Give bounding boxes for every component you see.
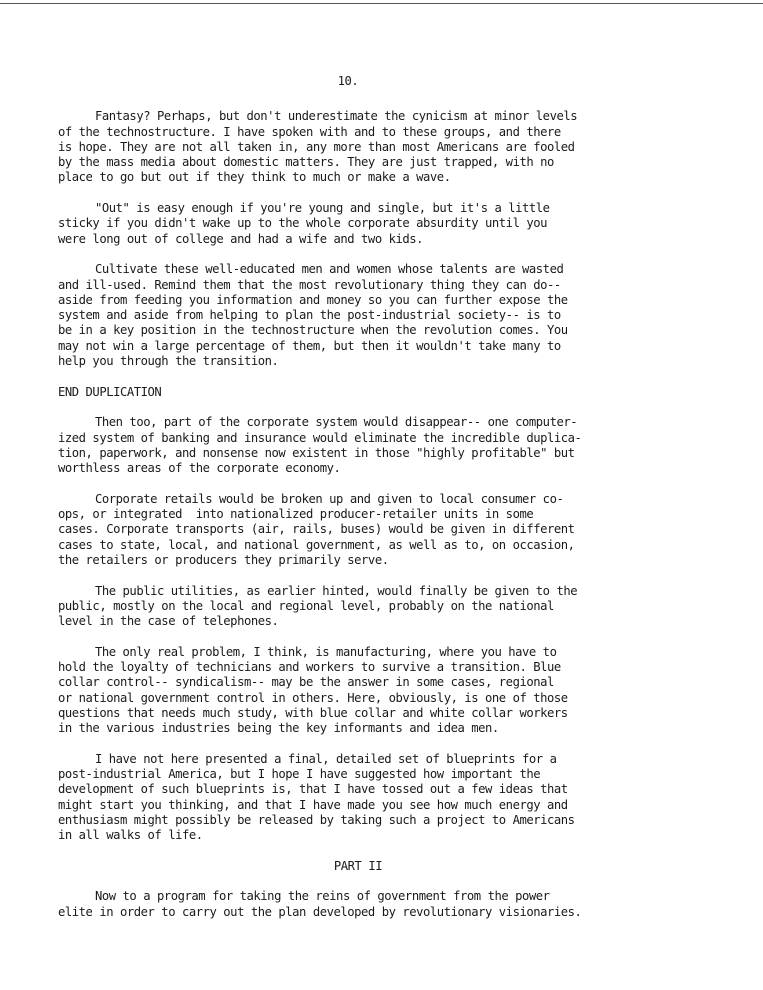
- text-line: ized system of banking and insurance would eliminate the incredible duplica-: [58, 430, 582, 445]
- text-line: Fantasy? Perhaps, but don't underestimate the cynicism at minor levels: [95, 109, 578, 124]
- paragraph-1: [58, 109, 628, 185]
- text-line: is hope. They are not all taken in, any more than most Americans are fooled: [58, 139, 575, 154]
- text-line: Then too, part of the corporate system would disappear-- one computer-: [95, 415, 578, 430]
- text-line: post-industrial America, but I hope I have suggested how important the: [58, 767, 541, 782]
- text-line: place to go but out if they think to much or make a wave.: [58, 170, 451, 185]
- text-line: Now to a program for taking the reins of government from the power: [95, 889, 550, 904]
- text-line: worthless areas of the corporate economy.: [58, 461, 341, 476]
- text-line: level in the case of telephones.: [58, 614, 279, 629]
- paragraph-2: [58, 201, 628, 247]
- paragraph-4: [58, 415, 628, 476]
- text-line: were long out of college and had a wife and two kids.: [58, 231, 424, 246]
- paragraph-8: [58, 752, 628, 844]
- paragraph-9: [58, 889, 628, 920]
- text-line: the retailers or producers they primarily serve.: [58, 552, 389, 567]
- text-line: in the various industries being the key informants and idea men.: [58, 721, 499, 736]
- paragraph-3: [58, 262, 628, 369]
- text-line: public, mostly on the local and regional level, probably on the national: [58, 598, 554, 613]
- text-line: tion, paperwork, and nonsense now existent in those "highly profitable" but: [58, 445, 575, 460]
- text-line: "Out" is easy enough if you're young and single, but it's a little: [95, 201, 550, 216]
- text-line: The only real problem, I think, is manufacturing, where you have to: [95, 644, 557, 659]
- text-line: Cultivate these well-educated men and women whose talents are wasted: [95, 262, 564, 277]
- text-line: collar control-- syndicalism-- may be the answer in some cases, regional: [58, 675, 554, 690]
- text-line: or national government control in others. Here, obviously, is one of those: [58, 690, 568, 705]
- text-line: ops, or integrated into nationalized producer-retailer units in some: [58, 507, 534, 522]
- text-line: I have not here presented a final, detailed set of blueprints for a: [95, 751, 557, 766]
- text-line: might start you thinking, and that I have made you see how much energy and: [58, 797, 568, 812]
- text-line: cases to state, local, and national government, as well as to, on occasion,: [58, 537, 575, 552]
- document-page: [58, 74, 628, 935]
- text-line: of the technostructure. I have spoken with and to these groups, and there: [58, 124, 561, 139]
- top-rule: [0, 3, 763, 4]
- section-heading: END DUPLICATION: [58, 384, 162, 399]
- text-line: in all walks of life.: [58, 828, 203, 843]
- text-line: hold the loyalty of technicians and workers to survive a transition. Blue: [58, 659, 561, 674]
- part-heading: PART II: [333, 858, 383, 873]
- paragraph-6: [58, 584, 628, 630]
- text-line: may not win a large percentage of them, but then it wouldn't take many to: [58, 338, 561, 353]
- text-line: and ill-used. Remind them that the most revolutionary thing they can do--: [58, 277, 561, 292]
- text-line: help you through the transition.: [58, 354, 279, 369]
- text-line: The public utilities, as earlier hinted, would finally be given to the: [95, 583, 578, 598]
- text-line: Corporate retails would be broken up and given to local consumer co-: [95, 491, 564, 506]
- text-line: aside from feeding you information and money so you can further expose the: [58, 292, 568, 307]
- text-line: development of such blueprints is, that I have tossed out a few ideas that: [58, 782, 568, 797]
- text-line: elite in order to carry out the plan developed by revolutionary visionaries.: [58, 904, 582, 919]
- text-line: enthusiasm might possibly be released by taking such a project to Americans: [58, 812, 575, 827]
- text-line: system and aside from helping to plan the post-industrial society-- is to: [58, 308, 561, 323]
- text-line: questions that needs much study, with blue collar and white collar workers: [58, 705, 568, 720]
- text-line: cases. Corporate transports (air, rails, buses) would be given in different: [58, 522, 575, 537]
- paragraph-7: [58, 645, 628, 737]
- text-line: by the mass media about domestic matters. They are just trapped, with no: [58, 155, 554, 170]
- page-number: 10.: [337, 74, 359, 88]
- paragraph-5: [58, 492, 628, 568]
- text-line: sticky if you didn't wake up to the whole corporate absurdity until you: [58, 216, 548, 231]
- text-line: be in a key position in the technostructure when the revolution comes. You: [58, 323, 568, 338]
